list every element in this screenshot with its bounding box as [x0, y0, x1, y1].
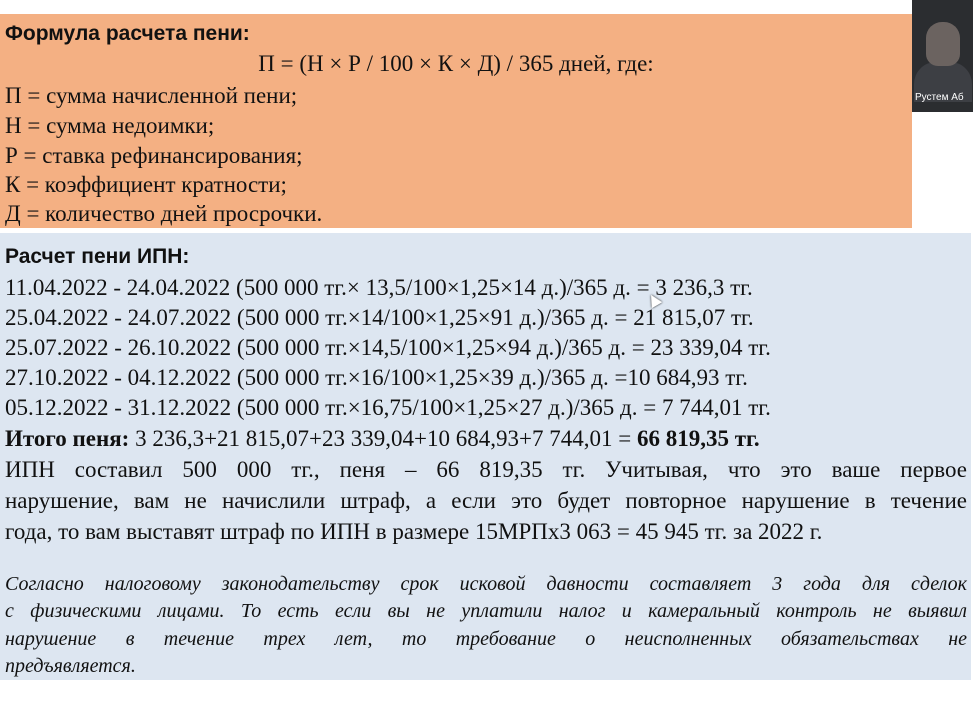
formula-title: Формула расчета пени: [5, 22, 250, 45]
top-band [0, 0, 973, 14]
calculation-row: 25.04.2022 - 24.07.2022 (500 000 тг.×14/100×1,25×91 д.)/365 д. = 21 815,07 тг. [5, 305, 754, 330]
formula-item: Д = количество дней просрочки. [5, 201, 323, 226]
calculation-row: 11.04.2022 - 24.04.2022 (500 000 тг.× 13,5/100×1,25×14 д.)/365 д. = 3 236,3 тг. [5, 275, 753, 300]
note-line: нарушение в течение трех лет, то требование о неисполненных обязательствах не [5, 628, 967, 650]
note-line: предъявляется. [5, 655, 136, 677]
paragraph-line: года, то вам выставят штраф по ИПН в размере 15МРПх3 063 = 45 945 тг. за 2022 г. [5, 519, 823, 544]
participant-name: Рустем Аб [915, 92, 964, 103]
formula-item: К = коэффициент кратности; [5, 172, 287, 197]
formula-item: Р = ставка рефинансирования; [5, 143, 303, 168]
calculation-row: 25.07.2022 - 26.10.2022 (500 000 тг.×14,5/100×1,25×94 д.)/365 д. = 23 339,04 тг. [5, 335, 771, 360]
total-label: Итого пеня: [5, 426, 130, 451]
formula-section [0, 14, 912, 228]
total-expression: 3 236,3+21 815,07+23 339,04+10 684,93+7 744,01 = [129, 426, 637, 451]
paragraph-line: ИПН составил 500 000 тг., пеня – 66 819,35 тг. Учитывая, что это ваше первое [5, 457, 967, 482]
calculation-row: 27.10.2022 - 04.12.2022 (500 000 тг.×16/100×1,25×39 д.)/365 д. =10 684,93 тг. [5, 365, 748, 390]
note-line: Согласно налоговому законодательству срок исковой давности составляет 3 года для сделок [5, 573, 967, 595]
calculation-row: 05.12.2022 - 31.12.2022 (500 000 тг.×16,75/100×1,25×27 д.)/365 д. = 7 744,01 тг. [5, 395, 771, 420]
formula-expression: П = (Н × Р / 100 × К × Д) / 365 дней, где: [258, 51, 654, 76]
calculation-section [0, 233, 971, 680]
total-value: 66 819,35 тг. [636, 426, 760, 451]
calculation-title: Расчет пени ИПН: [5, 245, 190, 268]
participant-face [926, 22, 960, 66]
note-line: с физическими лицами. То есть если вы не уплатили налог и камеральный контроль не выявил [5, 600, 967, 622]
formula-item: П = сумма начисленной пени; [5, 83, 298, 108]
participant-video-tile[interactable] [912, 0, 973, 112]
paragraph-line: нарушение, вам не начислили штраф, а если это будет повторное нарушение в течение [5, 488, 967, 513]
formula-item: Н = сумма недоимки; [5, 113, 215, 138]
total-line [5, 424, 760, 454]
